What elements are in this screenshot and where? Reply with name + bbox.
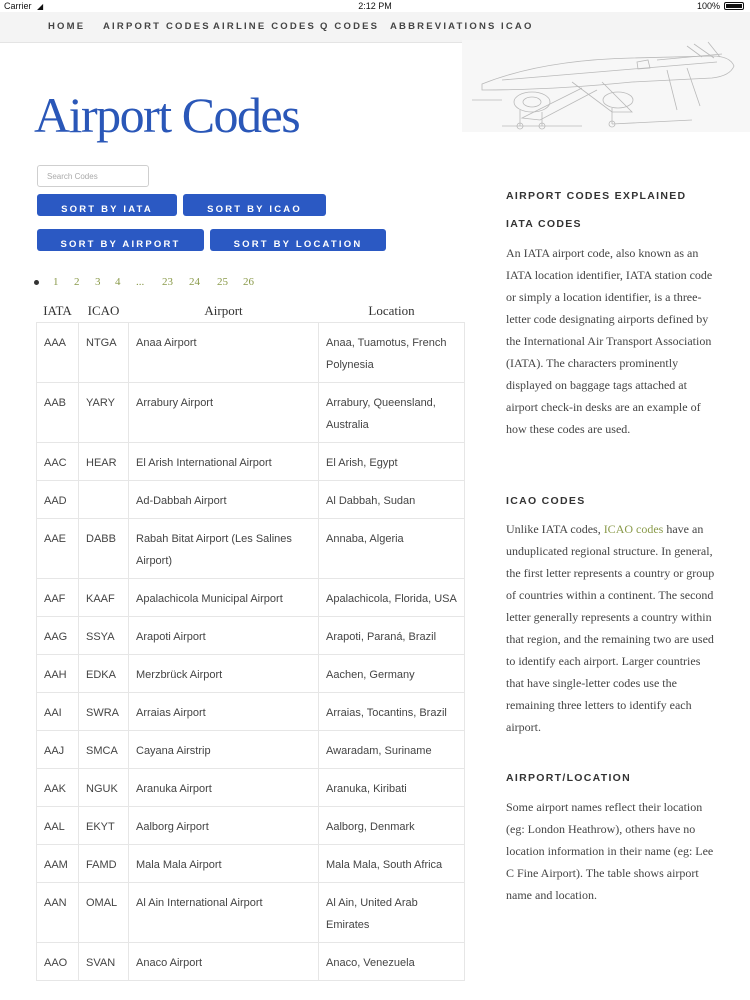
cell-location: Anaco, Venezuela bbox=[319, 943, 465, 981]
cell-location: Arraias, Tocantins, Brazil bbox=[319, 693, 465, 731]
airport-codes-table bbox=[36, 300, 465, 981]
icao-codes-text: Unlike IATA codes, ICAO codes have an unduplicated regional structure. In general, the first letter represents a country or group of countries within a continent. The second letter generally represents a country within that region, and the remaining two are used to identify each airport. Larger countries that have single-letter codes use the remaining three letters to identify each airport. bbox=[506, 522, 715, 734]
cell-location: Al Dabbah, Sudan bbox=[319, 481, 465, 519]
cell-icao: EKYT bbox=[79, 807, 129, 845]
cell-location: Awaradam, Suriname bbox=[319, 731, 465, 769]
sort-by-iata-button[interactable]: SORT BY IATA bbox=[37, 194, 177, 216]
cell-airport: Merzbrück Airport bbox=[129, 655, 319, 693]
page-link-1[interactable]: 1 bbox=[53, 276, 59, 288]
iata-codes-text: An IATA airport code, also known as an IATA location identifier, IATA station code or simply a location identifier, is a three-letter code designating airports defined by the International Air Transport Association (IATA). The characters prominently displayed on baggage tags attached at airport check-in desks are an example of how these codes are used. bbox=[506, 246, 713, 436]
table-body bbox=[37, 323, 465, 981]
cell-icao: DABB bbox=[79, 519, 129, 579]
cell-location: Anaa, Tuamotus, French Polynesia bbox=[319, 323, 465, 383]
cell-icao: SMCA bbox=[79, 731, 129, 769]
top-nav bbox=[0, 12, 750, 43]
cell-iata: AAC bbox=[37, 443, 79, 481]
table-row bbox=[37, 731, 465, 769]
column-header-airport[interactable]: Airport bbox=[129, 300, 319, 323]
cell-iata: AAM bbox=[37, 845, 79, 883]
airplane-sketch-illustration bbox=[462, 40, 750, 132]
search-input[interactable] bbox=[37, 165, 149, 187]
nav-icao[interactable]: ICAO bbox=[501, 21, 534, 32]
table-row bbox=[37, 617, 465, 655]
table-row bbox=[37, 443, 465, 481]
cell-iata: AAG bbox=[37, 617, 79, 655]
cell-iata: AAD bbox=[37, 481, 79, 519]
cell-location: Annaba, Algeria bbox=[319, 519, 465, 579]
cell-airport: Arraias Airport bbox=[129, 693, 319, 731]
table-row bbox=[37, 807, 465, 845]
cell-icao: FAMD bbox=[79, 845, 129, 883]
cell-airport: Rabah Bitat Airport (Les Salines Airport) bbox=[129, 519, 319, 579]
cell-location: Al Ain, United Arab Emirates bbox=[319, 883, 465, 943]
table-header-row bbox=[37, 300, 465, 323]
cell-icao: SSYA bbox=[79, 617, 129, 655]
cell-icao: NTGA bbox=[79, 323, 129, 383]
cell-location: Apalachicola, Florida, USA bbox=[319, 579, 465, 617]
cell-iata: AAN bbox=[37, 883, 79, 943]
page-link-3[interactable]: 3 bbox=[95, 276, 101, 288]
table-row bbox=[37, 943, 465, 981]
cell-location: El Arish, Egypt bbox=[319, 443, 465, 481]
page-link-2[interactable]: 2 bbox=[74, 276, 80, 288]
cell-airport: Arapoti Airport bbox=[129, 617, 319, 655]
page-ellipsis: ... bbox=[136, 276, 145, 288]
cell-airport: Cayana Airstrip bbox=[129, 731, 319, 769]
page-link-4[interactable]: 4 bbox=[115, 276, 121, 288]
table-row bbox=[37, 481, 465, 519]
airport-location-heading: AIRPORT/LOCATION bbox=[506, 772, 632, 784]
cell-icao: SVAN bbox=[79, 943, 129, 981]
table-row bbox=[37, 655, 465, 693]
sort-by-location-button[interactable]: SORT BY LOCATION bbox=[210, 229, 386, 251]
cell-location: Aalborg, Denmark bbox=[319, 807, 465, 845]
cell-airport: Aranuka Airport bbox=[129, 769, 319, 807]
cell-airport: Anaco Airport bbox=[129, 943, 319, 981]
cell-airport: El Arish International Airport bbox=[129, 443, 319, 481]
icao-codes-heading: ICAO CODES bbox=[506, 495, 586, 507]
status-bar bbox=[0, 0, 750, 12]
cell-icao: NGUK bbox=[79, 769, 129, 807]
table-row bbox=[37, 579, 465, 617]
cell-iata: AAB bbox=[37, 383, 79, 443]
carrier-label: Carrier ◢ bbox=[4, 1, 44, 11]
battery-icon bbox=[724, 2, 744, 10]
airport-location-text: Some airport names reflect their location (eg: London Heathrow), others have no location information in their name (eg: Lee C Fine Airport). The table shows airport name and location. bbox=[506, 800, 714, 902]
cell-iata: AAE bbox=[37, 519, 79, 579]
cell-icao: SWRA bbox=[79, 693, 129, 731]
bullet-icon bbox=[34, 280, 39, 285]
cell-icao: HEAR bbox=[79, 443, 129, 481]
cell-airport: Mala Mala Airport bbox=[129, 845, 319, 883]
cell-location: Arrabury, Queensland, Australia bbox=[319, 383, 465, 443]
sort-by-airport-button[interactable]: SORT BY AIRPORT bbox=[37, 229, 204, 251]
cell-iata: AAK bbox=[37, 769, 79, 807]
cell-airport: Aalborg Airport bbox=[129, 807, 319, 845]
column-header-icao[interactable]: ICAO bbox=[79, 300, 129, 323]
clock: 2:12 PM bbox=[358, 1, 392, 11]
sort-by-icao-button[interactable]: SORT BY ICAO bbox=[183, 194, 326, 216]
cell-location: Arapoti, Paraná, Brazil bbox=[319, 617, 465, 655]
table-row bbox=[37, 693, 465, 731]
cell-icao: KAAF bbox=[79, 579, 129, 617]
page-link-25[interactable]: 25 bbox=[217, 276, 228, 288]
cell-airport: Arrabury Airport bbox=[129, 383, 319, 443]
page-link-26[interactable]: 26 bbox=[243, 276, 254, 288]
table-row bbox=[37, 845, 465, 883]
cell-iata: AAH bbox=[37, 655, 79, 693]
cell-airport: Al Ain International Airport bbox=[129, 883, 319, 943]
cell-iata: AAI bbox=[37, 693, 79, 731]
page-title: Airport Codes bbox=[34, 87, 300, 143]
nav-airline-codes[interactable]: AIRLINE CODES bbox=[213, 21, 317, 32]
cell-icao: YARY bbox=[79, 383, 129, 443]
nav-home[interactable]: HOME bbox=[48, 21, 86, 32]
cell-location: Mala Mala, South Africa bbox=[319, 845, 465, 883]
cell-icao bbox=[79, 481, 129, 519]
cell-airport: Ad-Dabbah Airport bbox=[129, 481, 319, 519]
nav-abbreviations[interactable]: ABBREVIATIONS bbox=[390, 21, 497, 32]
cell-icao: EDKA bbox=[79, 655, 129, 693]
cell-location: Aranuka, Kiribati bbox=[319, 769, 465, 807]
cell-iata: AAL bbox=[37, 807, 79, 845]
nav-q-codes[interactable]: Q CODES bbox=[320, 21, 380, 32]
iata-codes-heading: IATA CODES bbox=[506, 218, 582, 230]
cell-iata: AAJ bbox=[37, 731, 79, 769]
page-link-23[interactable]: 23 bbox=[162, 276, 173, 288]
table-row bbox=[37, 383, 465, 443]
column-header-location[interactable]: Location bbox=[319, 300, 465, 323]
wifi-icon: ◢ bbox=[37, 2, 44, 11]
table-row bbox=[37, 323, 465, 383]
table-row bbox=[37, 519, 465, 579]
battery-percent: 100% bbox=[696, 1, 720, 11]
cell-airport: Anaa Airport bbox=[129, 323, 319, 383]
cell-airport: Apalachicola Municipal Airport bbox=[129, 579, 319, 617]
table-row bbox=[37, 883, 465, 943]
page-link-24[interactable]: 24 bbox=[189, 276, 200, 288]
icao-codes-link[interactable]: ICAO codes bbox=[603, 522, 664, 536]
cell-iata: AAF bbox=[37, 579, 79, 617]
cell-icao: OMAL bbox=[79, 883, 129, 943]
cell-location: Aachen, Germany bbox=[319, 655, 465, 693]
nav-airport-codes[interactable]: AIRPORT CODES bbox=[103, 21, 211, 32]
column-header-iata[interactable]: IATA bbox=[37, 300, 79, 323]
cell-iata: AAO bbox=[37, 943, 79, 981]
cell-iata: AAA bbox=[37, 323, 79, 383]
sidebar-heading: AIRPORT CODES EXPLAINED bbox=[506, 190, 687, 202]
table-row bbox=[37, 769, 465, 807]
